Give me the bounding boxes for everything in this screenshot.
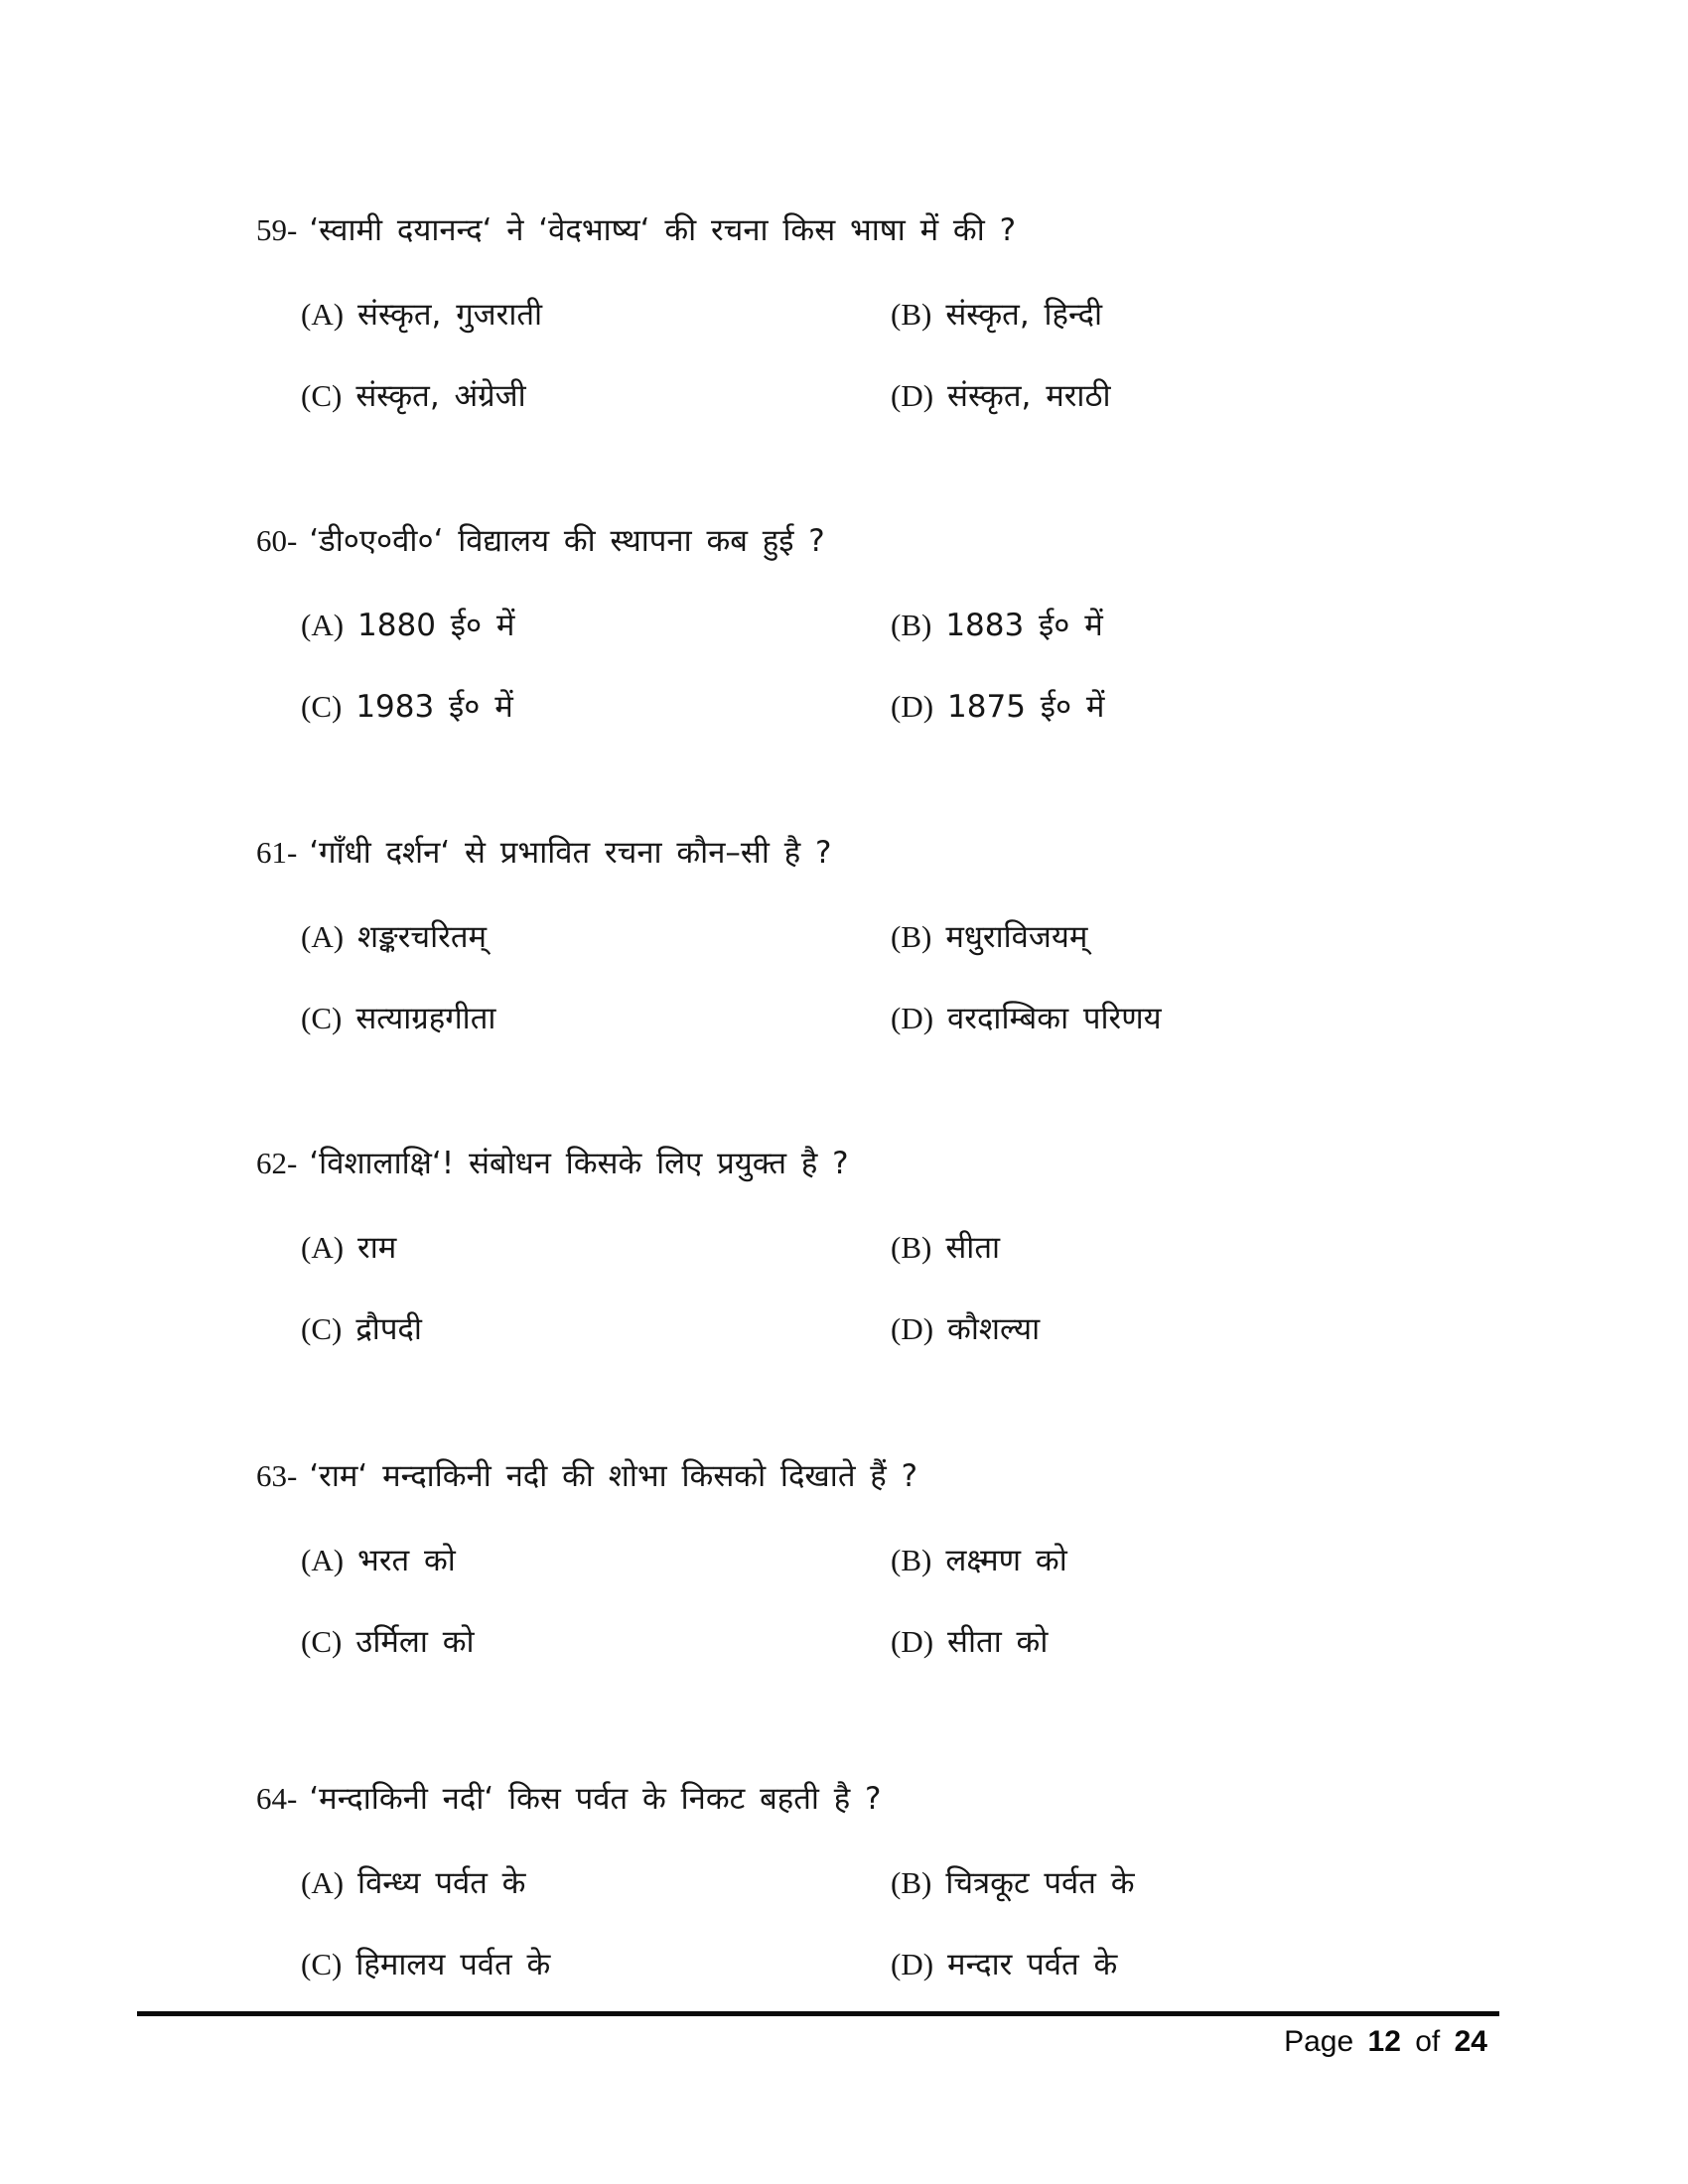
option-a [301,1861,526,1903]
option-a [301,915,487,957]
option-text: मधुराविजयम् [945,919,1088,955]
option-c [301,1620,475,1662]
option-c [301,685,513,727]
option-text: विन्ध्य पर्वत के [357,1865,526,1901]
question-text: ‘स्वामी दयानन्द‘ ने ‘वेदभाष्य‘ की रचना किस भाषा में की ? [309,212,1017,248]
question-line [256,519,825,561]
option-label: (D) [891,378,934,413]
option-text: द्रौपदी [355,1311,422,1347]
option-label: (A) [301,1230,345,1265]
question-61 [0,831,1688,1059]
option-label: (B) [891,1543,932,1577]
option-label: (C) [301,1947,343,1981]
option-label: (A) [301,919,345,954]
option-text: सीता को [947,1624,1049,1660]
option-text: 1880 ई० में [357,608,515,643]
question-line [256,831,831,873]
option-label: (C) [301,1311,343,1346]
option-text: चित्रकूट पर्वत के [945,1865,1135,1901]
question-text: ‘मन्दाकिनी नदी‘ किस पर्वत के निकट बहती है ? [309,1781,882,1817]
option-text: 1883 ई० में [945,608,1103,643]
option-label: (D) [891,1624,934,1659]
option-b [891,604,1103,645]
question-line [256,208,1016,250]
question-text: ‘डी०ए०वी०‘ विद्यालय की स्थापना कब हुई ? [309,523,825,559]
question-line [256,1454,917,1496]
footer-label-of: of [1415,2025,1441,2058]
question-line [256,1142,849,1183]
question-number: 59- [256,212,298,247]
question-64 [0,1777,1688,2005]
question-60 [0,519,1688,748]
option-label: (D) [891,689,934,724]
question-number: 64- [256,1781,298,1816]
option-label: (D) [891,1947,934,1981]
question-text: ‘विशालाक्षि‘! संबोधन किसके लिए प्रयुक्त है ? [309,1146,849,1181]
option-label: (A) [301,608,345,642]
question-number: 62- [256,1146,298,1180]
question-text: ‘राम‘ मन्दाकिनी नदी की शोभा किसको दिखाते हैं ? [309,1458,918,1494]
option-text: संस्कृत, मराठी [947,378,1111,414]
option-text: संस्कृत, हिन्दी [945,297,1103,333]
footer-rule [137,2011,1499,2016]
question-number: 60- [256,523,298,558]
option-a [301,293,542,335]
option-d [891,1620,1048,1662]
question-59 [0,208,1688,437]
option-label: (D) [891,1001,934,1035]
option-c [301,374,526,416]
option-text: शङ्करचरितम् [357,919,488,955]
question-63 [0,1454,1688,1683]
option-label: (A) [301,1543,345,1577]
option-d [891,1307,1040,1349]
option-text: कौशल्या [947,1311,1041,1347]
question-62 [0,1142,1688,1370]
footer-label-page: Page [1284,2025,1354,2058]
option-label: (C) [301,689,343,724]
option-text: वरदाम्बिका परिणय [947,1001,1162,1036]
option-label: (B) [891,608,932,642]
option-label: (C) [301,1001,343,1035]
option-text: संस्कृत, गुजराती [357,297,543,333]
option-b [891,1539,1067,1580]
page-footer [0,2025,1487,2059]
option-c [301,1307,422,1349]
option-b [891,293,1102,335]
option-d [891,997,1162,1038]
option-text: हिमालय पर्वत के [355,1947,551,1982]
option-text: राम [357,1230,397,1266]
option-a [301,1226,396,1268]
option-d [891,374,1111,416]
option-b [891,915,1087,957]
option-a [301,604,514,645]
option-text: सत्याग्रहगीता [355,1001,496,1036]
option-label: (A) [301,1865,345,1900]
option-label: (B) [891,1865,932,1900]
option-label: (B) [891,919,932,954]
option-b [891,1861,1135,1903]
option-label: (A) [301,297,345,332]
option-text: सीता [945,1230,1001,1266]
option-d [891,685,1104,727]
question-line [256,1777,881,1819]
question-text: ‘गाँधी दर्शन‘ से प्रभावित रचना कौन–सी है ? [309,835,832,871]
option-c [301,1943,550,1984]
option-label: (C) [301,1624,343,1659]
option-text: संस्कृत, अंग्रेजी [355,378,526,414]
option-text: 1875 ई० में [947,689,1105,725]
option-label: (C) [301,378,343,413]
option-b [891,1226,1000,1268]
option-c [301,997,495,1038]
question-number: 63- [256,1458,298,1493]
option-label: (B) [891,1230,932,1265]
option-a [301,1539,456,1580]
option-text: लक्ष्मण को [945,1543,1067,1578]
question-number: 61- [256,835,298,870]
footer-page-number: 12 [1367,2025,1401,2058]
option-text: उर्मिला को [355,1624,475,1660]
footer-total-pages: 24 [1454,2025,1487,2058]
option-text: मन्दार पर्वत के [947,1947,1118,1982]
option-d [891,1943,1117,1984]
option-label: (B) [891,297,932,332]
option-text: भरत को [357,1543,456,1578]
option-text: 1983 ई० में [355,689,513,725]
option-label: (D) [891,1311,934,1346]
